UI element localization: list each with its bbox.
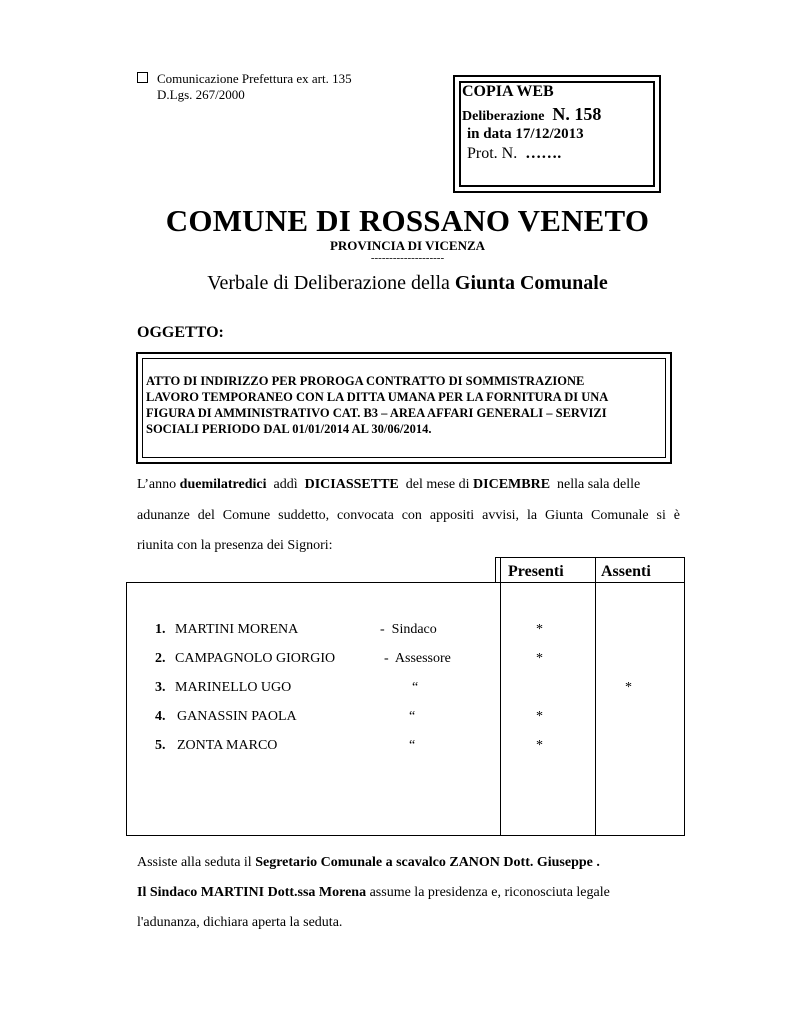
table-top-line [126,582,685,583]
verbale-heading [12,272,791,295]
row-role: - Assessore [384,651,451,666]
deliberazione-line [462,104,601,125]
table-row [0,651,791,671]
intro-line-2: adunanze del Comune suddetto, convocata con appositi avvisi, la Giunta Comunale si è [137,508,680,523]
row-number: 5. [155,738,166,753]
row-assente: * [625,680,632,695]
copy-web-label: COPIA WEB [462,83,554,100]
closing-line-2 [137,885,610,901]
title-separator: -------------------- [370,252,445,264]
closing-assiste: Assiste alla seduta il [137,855,252,870]
row-number: 1. [155,622,166,637]
verbale-giunta: Giunta Comunale [454,272,608,294]
row-presente: * [536,738,543,753]
table-row [0,738,791,758]
oggetto-line-2: LAVORO TEMPORANEO CON LA DITTA UMANA PER LA FORNITURA DI UNA [146,390,609,404]
oggetto-label: OGGETTO: [137,324,224,341]
row-name: CAMPAGNOLO GIORGIO [175,651,336,666]
intro-mese-value: DICEMBRE [473,477,551,492]
row-name: ZONTA MARCO [177,738,278,753]
intro-sala: nella sala delle [557,477,641,492]
col-presenti-header: Presenti [508,563,564,580]
provincia-subtitle: PROVINCIA DI VICENZA [329,238,486,253]
intro-mese-label: del mese di [405,477,470,492]
protocol-label: Prot. N. [467,145,518,162]
closing-line-1 [137,855,600,871]
prefettura-checkbox[interactable] [137,72,148,83]
closing-line-3: l'adunanza, dichiara aperta la seduta. [137,915,343,930]
table-header-left-tick [495,557,496,582]
closing-segretario: Segretario Comunale a scavalco ZANON Dott. Giuseppe . [255,855,600,870]
row-presente: * [536,651,543,666]
row-role: - Sindaco [380,622,437,637]
col-assenti-header: Assenti [601,563,651,580]
protocol-value: ……. [525,145,562,162]
delibera-date: in data 17/12/2013 [467,126,584,142]
table-row [0,680,791,700]
protocol-line [467,145,561,163]
oggetto-line-4: SOCIALI PERIODO DAL 01/01/2014 AL 30/06/2014. [146,422,432,436]
table-row [0,622,791,642]
intro-anno-value: duemilatredici [179,477,267,492]
prefettura-note-line1: Comunicazione Prefettura ex art. 135 [157,71,352,86]
row-name: GANASSIN PAOLA [177,709,297,724]
row-role: “ [409,738,416,753]
row-name: MARINELLO UGO [175,680,292,695]
verbale-prefix: Verbale di Deliberazione della [207,272,450,294]
table-bottom-border [126,835,685,836]
oggetto-line-1: ATTO DI INDIRIZZO PER PROROGA CONTRATTO DI SOMMISTRAZIONE [146,374,585,388]
row-number: 4. [155,709,166,724]
row-name: MARTINI MORENA [175,622,299,637]
comune-title: COMUNE DI ROSSANO VENETO [165,203,650,238]
closing-presidenza: assume la presidenza e, riconosciuta legale [369,885,610,900]
row-number: 2. [155,651,166,666]
row-role: “ [409,709,416,724]
intro-giorno-value: DICIASSETTE [304,477,399,492]
intro-line-1 [137,477,640,493]
intro-addi: addì [273,477,298,492]
row-number: 3. [155,680,166,695]
intro-anno: L’anno [137,477,177,492]
prefettura-note-line2: D.Lgs. 267/2000 [157,87,245,102]
table-row [0,709,791,729]
row-presente: * [536,709,543,724]
table-header-top-line [495,557,685,558]
intro-line-3: riunita con la presenza dei Signori: [137,538,333,553]
oggetto-line-3: FIGURA DI AMMINISTRATIVO CAT. B3 – AREA AFFARI GENERALI – SERVIZI [146,406,607,420]
deliberazione-label: Deliberazione [462,109,545,124]
row-presente: * [536,622,543,637]
row-role: “ [412,680,419,695]
deliberazione-number: N. 158 [552,104,602,124]
closing-sindaco: Il Sindaco MARTINI Dott.ssa Morena [137,885,367,900]
